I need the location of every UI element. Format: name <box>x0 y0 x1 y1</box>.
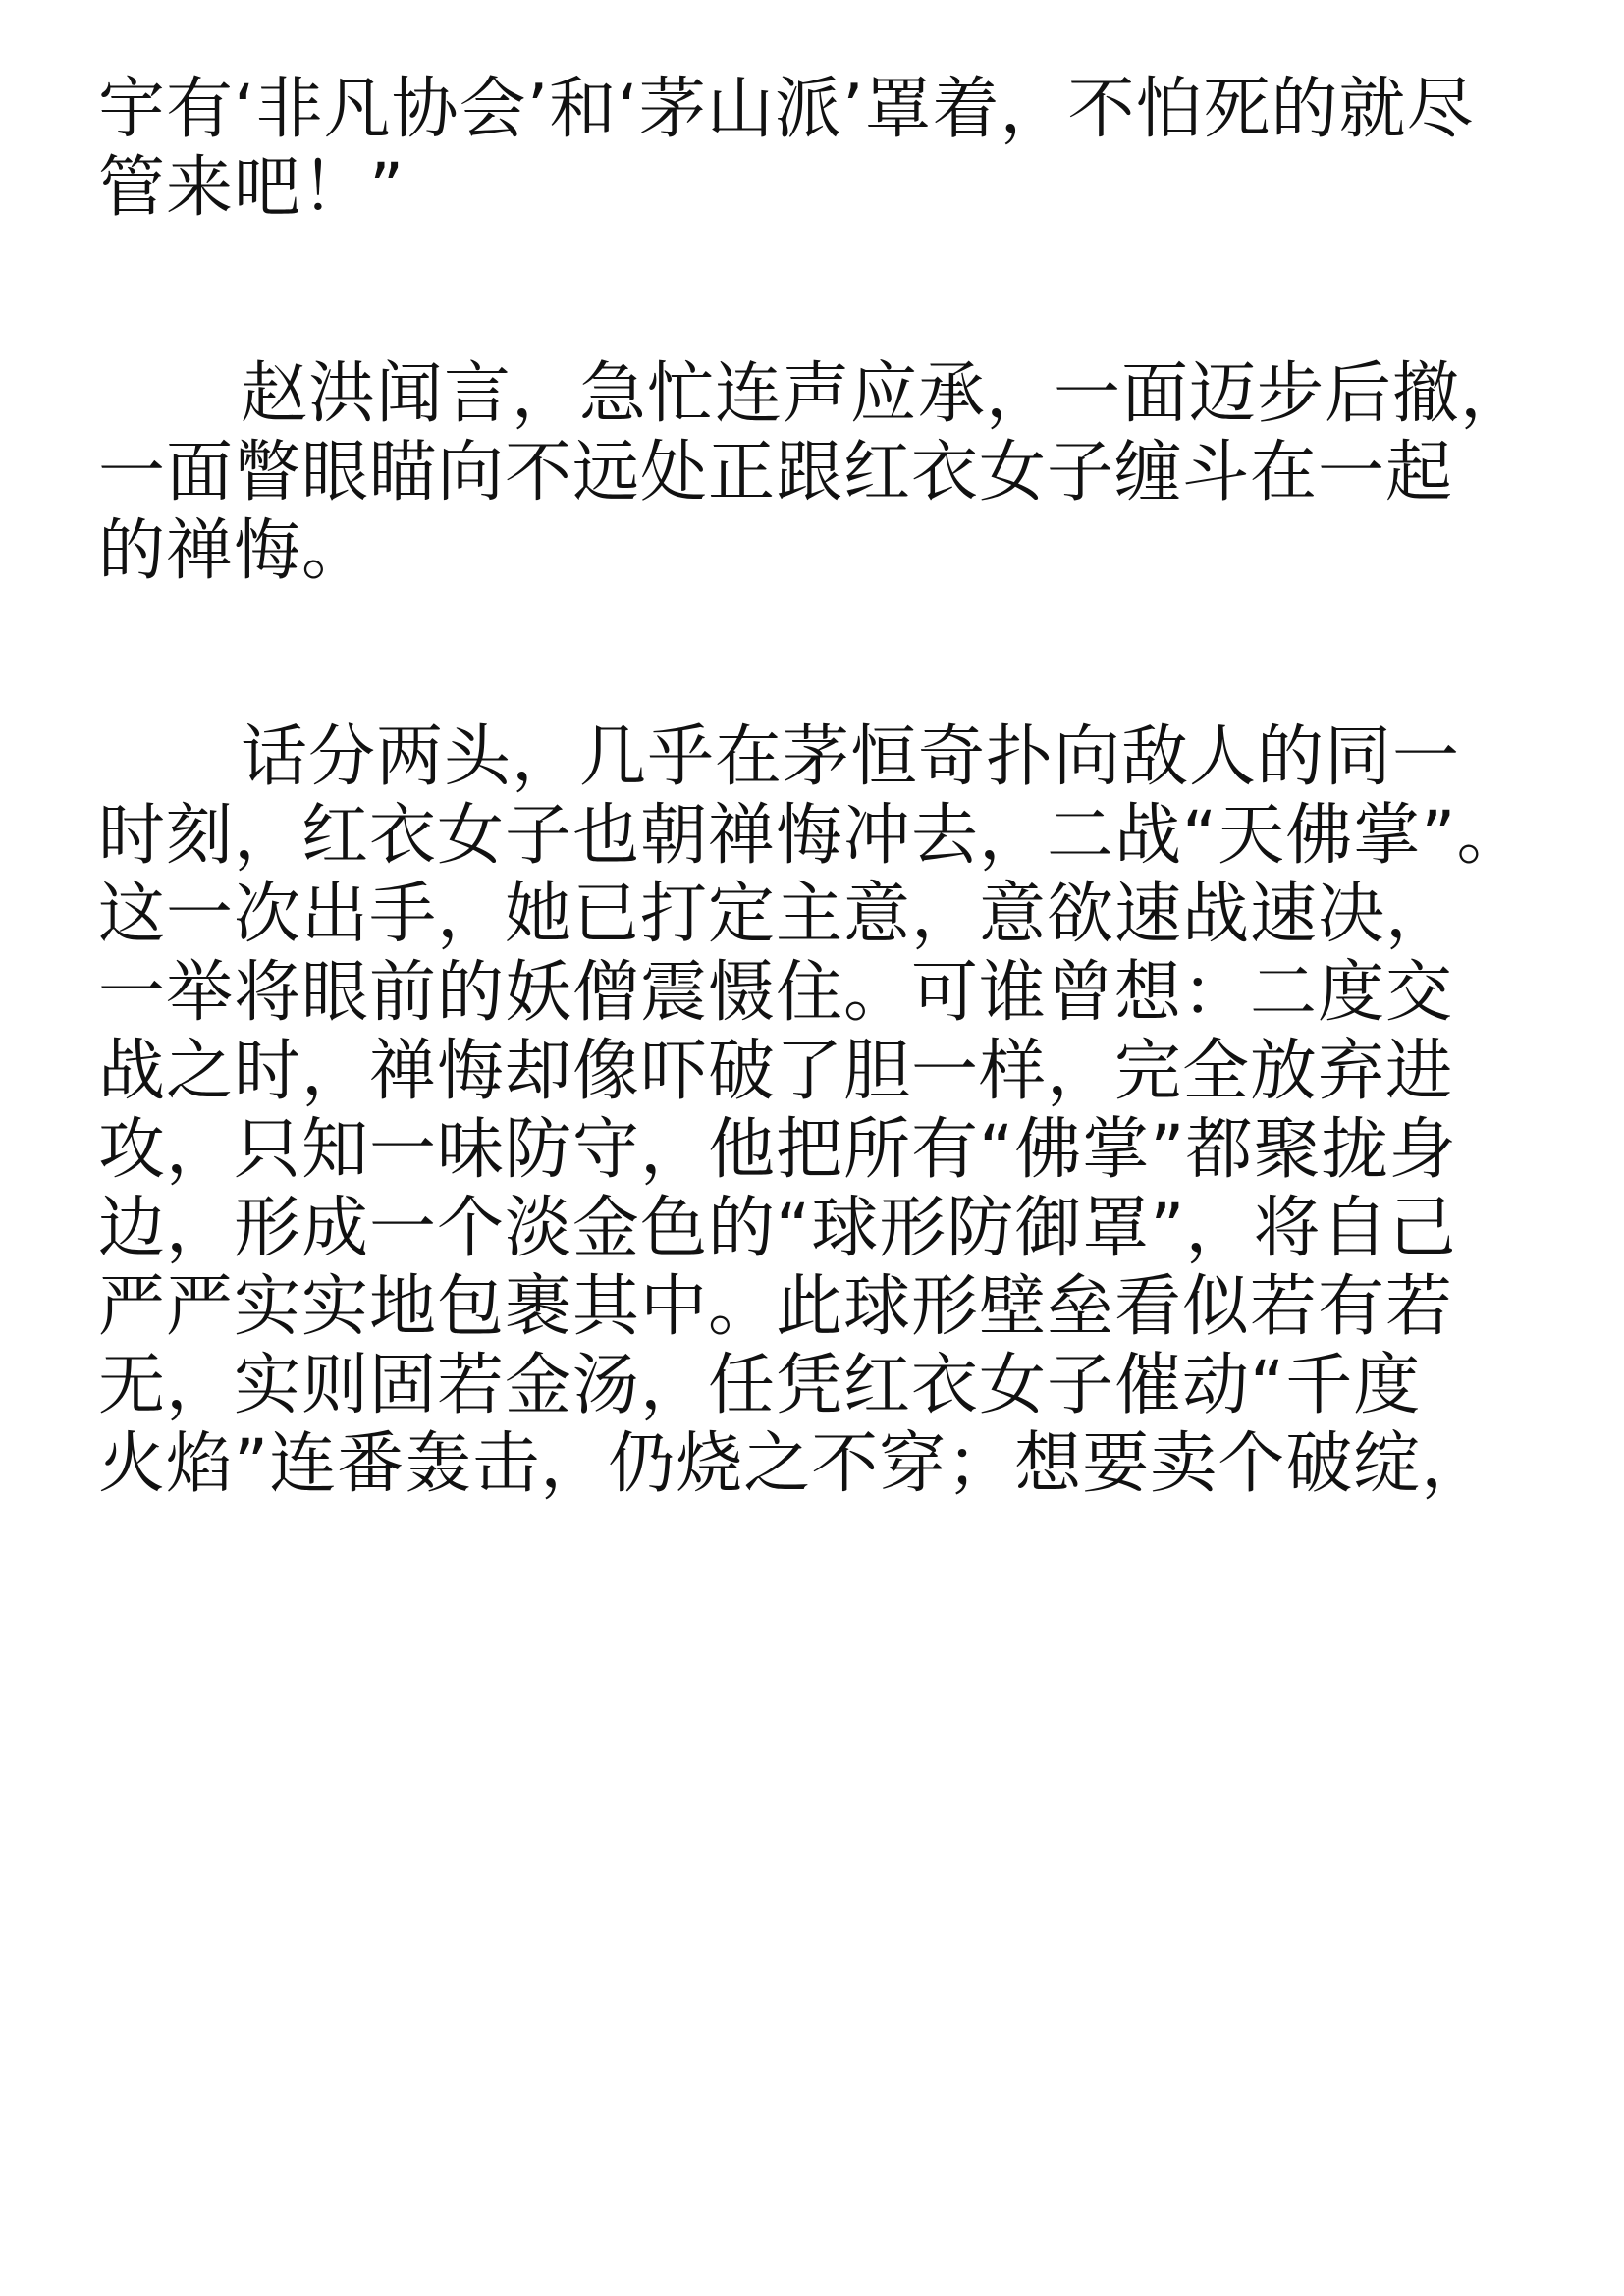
text-line: 这一次出手，她已打定主意，意欲速战速决， <box>98 876 1454 953</box>
text-line: 时刻，红衣女子也朝禅悔冲去，二战“天佛掌”。 <box>98 797 1525 875</box>
text-line: 赵洪闻言，急忙连声应承，一面迈步后撤， <box>241 355 1529 433</box>
text-line: 管来吧！” <box>98 149 406 227</box>
text-line: 的禅悔。 <box>98 512 370 590</box>
text-line: 一面瞥眼瞄向不远处正跟红衣女子缠斗在一起 <box>98 434 1454 511</box>
text-line: 无，实则固若金汤，任凭红衣女子催动“千度 <box>98 1347 1422 1424</box>
text-line: 严严实实地包裹其中。此球形壁垒看似若有若 <box>98 1268 1454 1346</box>
text-line: 边，形成一个淡金色的“球形防御罩”，将自己 <box>98 1190 1457 1267</box>
text-line: 一举将眼前的妖僧震慑住。可谁曾想：二度交 <box>98 954 1454 1032</box>
text-line: 话分两头，几乎在茅恒奇扑向敌人的同一 <box>241 719 1461 796</box>
text-line: 宇有‘非凡协会’和‘茅山派’罩着，不怕死的就尽 <box>98 71 1475 148</box>
text-line: 火焰”连番轰击，仍烧之不穿；想要卖个破绽， <box>98 1425 1489 1503</box>
text-line: 战之时，禅悔却像吓破了胆一样，完全放弃进 <box>98 1033 1454 1110</box>
text-line: 攻，只知一味防守，他把所有“佛掌”都聚拢身 <box>98 1111 1457 1189</box>
